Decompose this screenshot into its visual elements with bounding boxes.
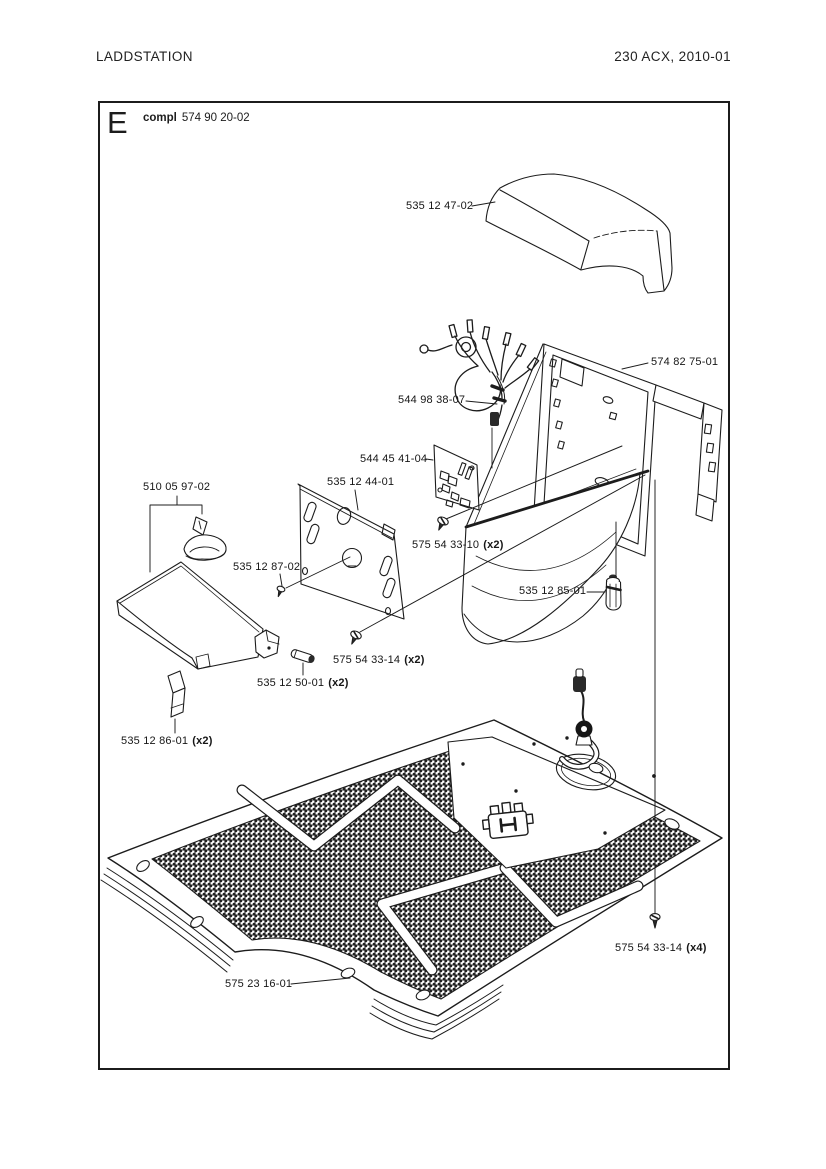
part-number: 575 54 33-14 [615,942,683,954]
screw-33-14-x4-icon [650,914,660,928]
part-label-mounting-panel [327,476,394,489]
part-qty: (x2) [192,735,213,747]
plug-drawing [606,575,621,611]
strip-drawing [168,671,185,717]
part-qty: (x4) [686,942,707,954]
part-number: 544 98 38-07 [398,394,466,406]
part-number: 535 12 50-01 [257,677,325,689]
page-header-section-title: LADDSTATION [96,49,193,64]
assembly-prefix: compl [143,112,177,124]
part-label-plug [519,585,586,598]
latch-drawing [255,630,279,658]
mounting-panel-drawing [298,484,404,619]
part-label-screw-87-02 [233,561,300,574]
part-label-screw-33-14-x4 [615,942,707,955]
screw-87-02-icon [275,585,286,598]
part-number: 544 45 41-04 [360,453,428,465]
part-qty: (x2) [483,539,504,551]
part-number: 535 12 87-02 [233,561,301,573]
pin-drawing [290,649,315,664]
part-label-wiring-harness [398,394,465,407]
part-label-base-plate [225,978,292,991]
part-label-top-cover [406,200,473,213]
section-letter: E [107,105,128,140]
part-number: 535 12 47-02 [406,200,474,212]
part-number: 575 54 33-10 [412,539,480,551]
part-label-screw-33-14-x2 [333,654,425,667]
part-label-housing [651,356,718,369]
part-number: 510 05 97-02 [143,481,211,493]
part-number: 574 82 75-01 [651,356,719,368]
part-qty: (x2) [328,677,349,689]
cable-grommet [573,669,593,745]
page-header-model-revision: 230 ACX, 2010-01 [614,49,731,64]
part-label-strip [121,735,213,748]
circuit-board-drawing [434,445,479,510]
assembly-number: 574 90 20-02 [181,112,250,124]
part-number: 575 23 16-01 [225,978,293,990]
base-plate-drawing [101,669,722,1039]
part-label-pin [257,677,349,690]
part-number: 535 12 44-01 [327,476,395,488]
part-label-handle-kit [143,481,210,494]
part-number: 535 12 85-01 [519,585,587,597]
part-label-screw-33-10 [412,539,504,552]
top-cover-drawing [486,174,672,293]
part-label-circuit-board [360,453,427,466]
part-qty: (x2) [404,654,425,666]
handle-kit-drawing [117,517,263,669]
part-number: 535 12 86-01 [121,735,189,747]
part-number: 575 54 33-14 [333,654,401,666]
screw-33-10-icon [434,515,450,532]
